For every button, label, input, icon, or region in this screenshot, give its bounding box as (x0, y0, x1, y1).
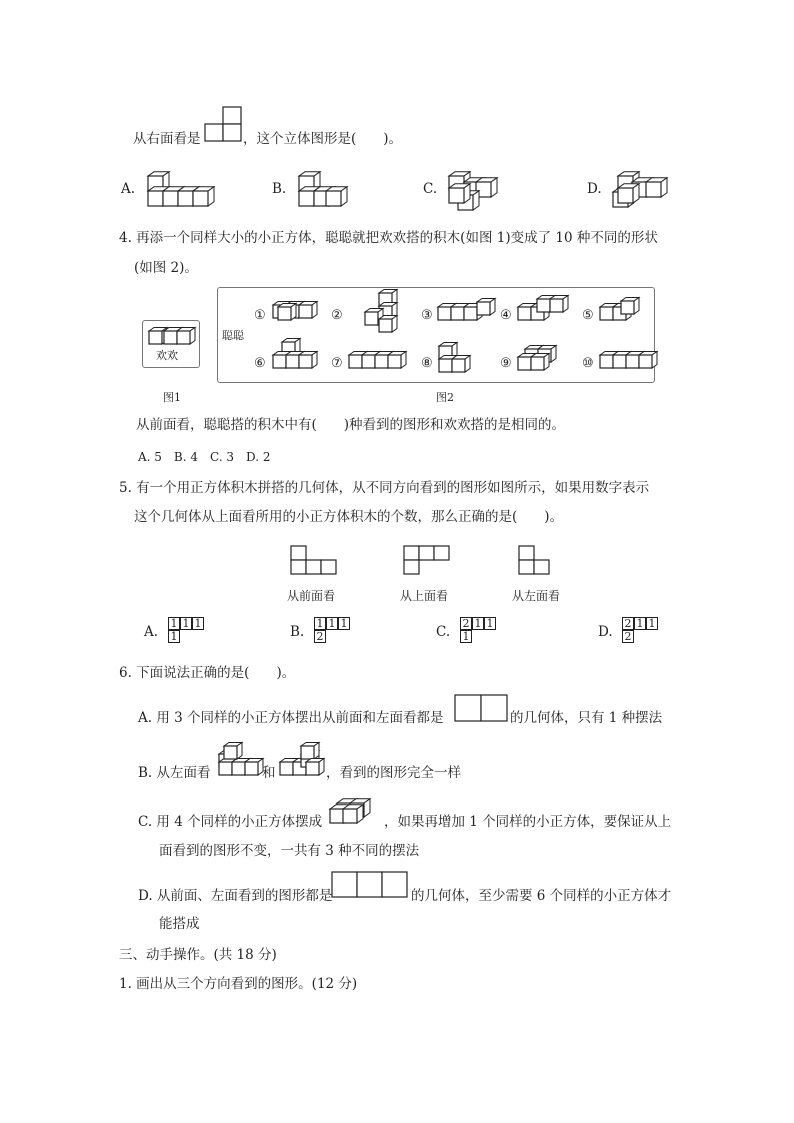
cube (343, 805, 363, 823)
cube (621, 298, 639, 315)
view-label-top: 从上面看 (400, 589, 449, 603)
q6-b-figure-2 (277, 742, 325, 778)
q3-option-b-label[interactable]: B. (272, 181, 287, 197)
view-label-front: 从前面看 (287, 589, 336, 603)
q6-c-pre[interactable]: C. 用 4 个同样的小正方体摆成 (138, 814, 323, 830)
shape-number-1: ① (254, 308, 266, 323)
cube (245, 759, 263, 776)
shape-number-5: ⑤ (582, 308, 594, 323)
q5-grid-cell: 2 (314, 630, 326, 643)
cube (278, 304, 296, 321)
q5-grid-cell: 1 (472, 617, 484, 630)
section3-title: 三、动手操作。(共 18 分) (119, 947, 277, 963)
q3-option-c-figure (446, 168, 501, 212)
shape-number-10: ⑩ (582, 356, 594, 371)
figure1-caption: 图1 (163, 391, 181, 404)
congcong-shape-2 (355, 287, 419, 327)
shape-number-9: ⑨ (500, 356, 512, 371)
q6-b-mid: 和 (262, 765, 276, 781)
cube (618, 184, 639, 203)
q5-grid-cell: 1 (338, 617, 350, 630)
shape-number-2: ② (331, 308, 343, 323)
q3-option-d-figure (610, 168, 670, 212)
q6-c-line2: 面看到的图形不变，一共有 3 种不同的摆法 (159, 843, 420, 859)
q6-a-post: 的几何体，只有 1 种摆法 (510, 710, 663, 726)
q5-grid-cell: 2 (622, 617, 634, 630)
q6-b-figure-1 (216, 742, 264, 778)
congcong-shape-9 (515, 345, 579, 385)
q6-b-post: ，看到的图形完全一样 (326, 765, 461, 781)
section3-item1: 1. 画出从三个方向看到的图形。(12 分) (119, 976, 358, 992)
q5-option-b-label[interactable]: B. (290, 624, 305, 640)
cube (379, 316, 397, 333)
cube (224, 743, 242, 760)
q5-grid-cell: 2 (460, 617, 472, 630)
q3-prefix: 从右面看是 (133, 131, 201, 147)
q6-d-pre[interactable]: D. 从前面、左面看到的图形都是 (138, 888, 333, 904)
congcong-shape-3 (435, 297, 499, 337)
view-label-left: 从左面看 (512, 589, 561, 603)
q3-option-b-figure (296, 170, 351, 210)
cube (306, 759, 324, 776)
q5-line2: 这个几何体从上面看所用的小正方体积木的个数，那么正确的是( )。 (134, 509, 564, 525)
q3-option-c-label[interactable]: C. (423, 181, 438, 197)
cube (550, 296, 568, 313)
shape-number-3: ③ (421, 308, 433, 323)
q6-d-line2: 能搭成 (159, 916, 200, 932)
cube (449, 184, 470, 203)
cube (326, 187, 347, 206)
q5-option-a-label[interactable]: A. (144, 624, 159, 640)
q4-question: 从前面看，聪聪搭的积木中有( )种看到的图形和欢欢搭的是相同的。 (136, 417, 566, 433)
cube (299, 302, 317, 319)
congcong-shape-8 (436, 338, 500, 378)
right-view-figure (205, 107, 245, 143)
cube (639, 352, 657, 369)
cube (531, 354, 549, 371)
q5-option-d-label[interactable]: D. (598, 624, 613, 640)
cube (452, 356, 470, 373)
q5-grid-cell: 1 (180, 617, 192, 630)
congcong-shape-6 (270, 335, 334, 375)
q5-line1: 5. 有一个用正方体积木拼搭的几何体，从不同方向看到的图形如图所示，如果用数字表示 (119, 480, 650, 496)
q4-choices[interactable]: A. 5 B. 4 C. 3 D. 2 (138, 450, 271, 464)
q3-suffix: ，这个立体图形是( )。 (243, 131, 403, 147)
q5-grid-cell: 1 (168, 630, 180, 643)
shape-number-6: ⑥ (254, 356, 266, 371)
q4-line1: 4. 再添一个同样大小的小正方体，聪聪就把欢欢搭的积木(如图 1)变成了 10 种不同的形状 (119, 230, 658, 246)
q3-option-d-label[interactable]: D. (587, 181, 602, 197)
left-view-figure (519, 546, 553, 576)
q6-a-pre[interactable]: A. 用 3 个同样的小正方体摆出从前面和左面看都是 (138, 710, 444, 726)
congcong-label: 聪聪 (222, 329, 244, 342)
q5-grid-cell: 1 (326, 617, 338, 630)
cube (646, 178, 667, 197)
q6-title: 6. 下面说法正确的是( )。 (119, 665, 296, 681)
q5-grid-cell: 1 (646, 617, 658, 630)
q3-option-a-figure (145, 170, 215, 210)
front-view-figure (291, 546, 339, 576)
cube (177, 328, 195, 345)
q6-c-figure (327, 797, 383, 827)
q5-grid-cell: 1 (314, 617, 326, 630)
shape-number-8: ⑧ (421, 356, 433, 371)
figure2-caption: 图2 (436, 391, 454, 404)
congcong-shape-10 (597, 345, 661, 385)
cube (299, 352, 317, 369)
q5-grid-cell: 1 (192, 617, 204, 630)
q3-option-a-label[interactable]: A. (121, 181, 136, 197)
q5-grid-cell: 2 (622, 630, 634, 643)
huanhuan-label: 欢欢 (156, 349, 178, 362)
q6-a-two-squares (455, 695, 510, 723)
q5-grid-cell: 1 (634, 617, 646, 630)
q6-b-pre[interactable]: B. 从左面看 (138, 765, 211, 781)
q5-grid-cell: 1 (168, 617, 180, 630)
q5-grid-cell: 1 (484, 617, 496, 630)
q4-line2: (如图 2)。 (134, 260, 198, 276)
congcong-shape-5 (597, 297, 661, 337)
huanhuan-blocks (146, 323, 192, 347)
q6-d-three-squares (332, 872, 412, 900)
q5-option-c-label[interactable]: C. (436, 624, 451, 640)
top-view-figure (404, 546, 452, 576)
q6-d-post: 的几何体，至少需要 6 个同样的小正方体才 (411, 888, 672, 904)
congcong-shape-1 (270, 297, 334, 337)
cube (477, 299, 495, 316)
cube (388, 352, 406, 369)
cube (301, 743, 319, 760)
shape-number-7: ⑦ (331, 356, 343, 371)
q6-c-post: ，如果再增加 1 个同样的小正方体，要保证从上 (384, 814, 672, 830)
cube (193, 187, 214, 206)
q5-grid-cell: 1 (460, 630, 472, 643)
congcong-shape-7 (346, 345, 410, 385)
shape-number-4: ④ (500, 308, 512, 323)
congcong-shape-4 (515, 297, 579, 337)
